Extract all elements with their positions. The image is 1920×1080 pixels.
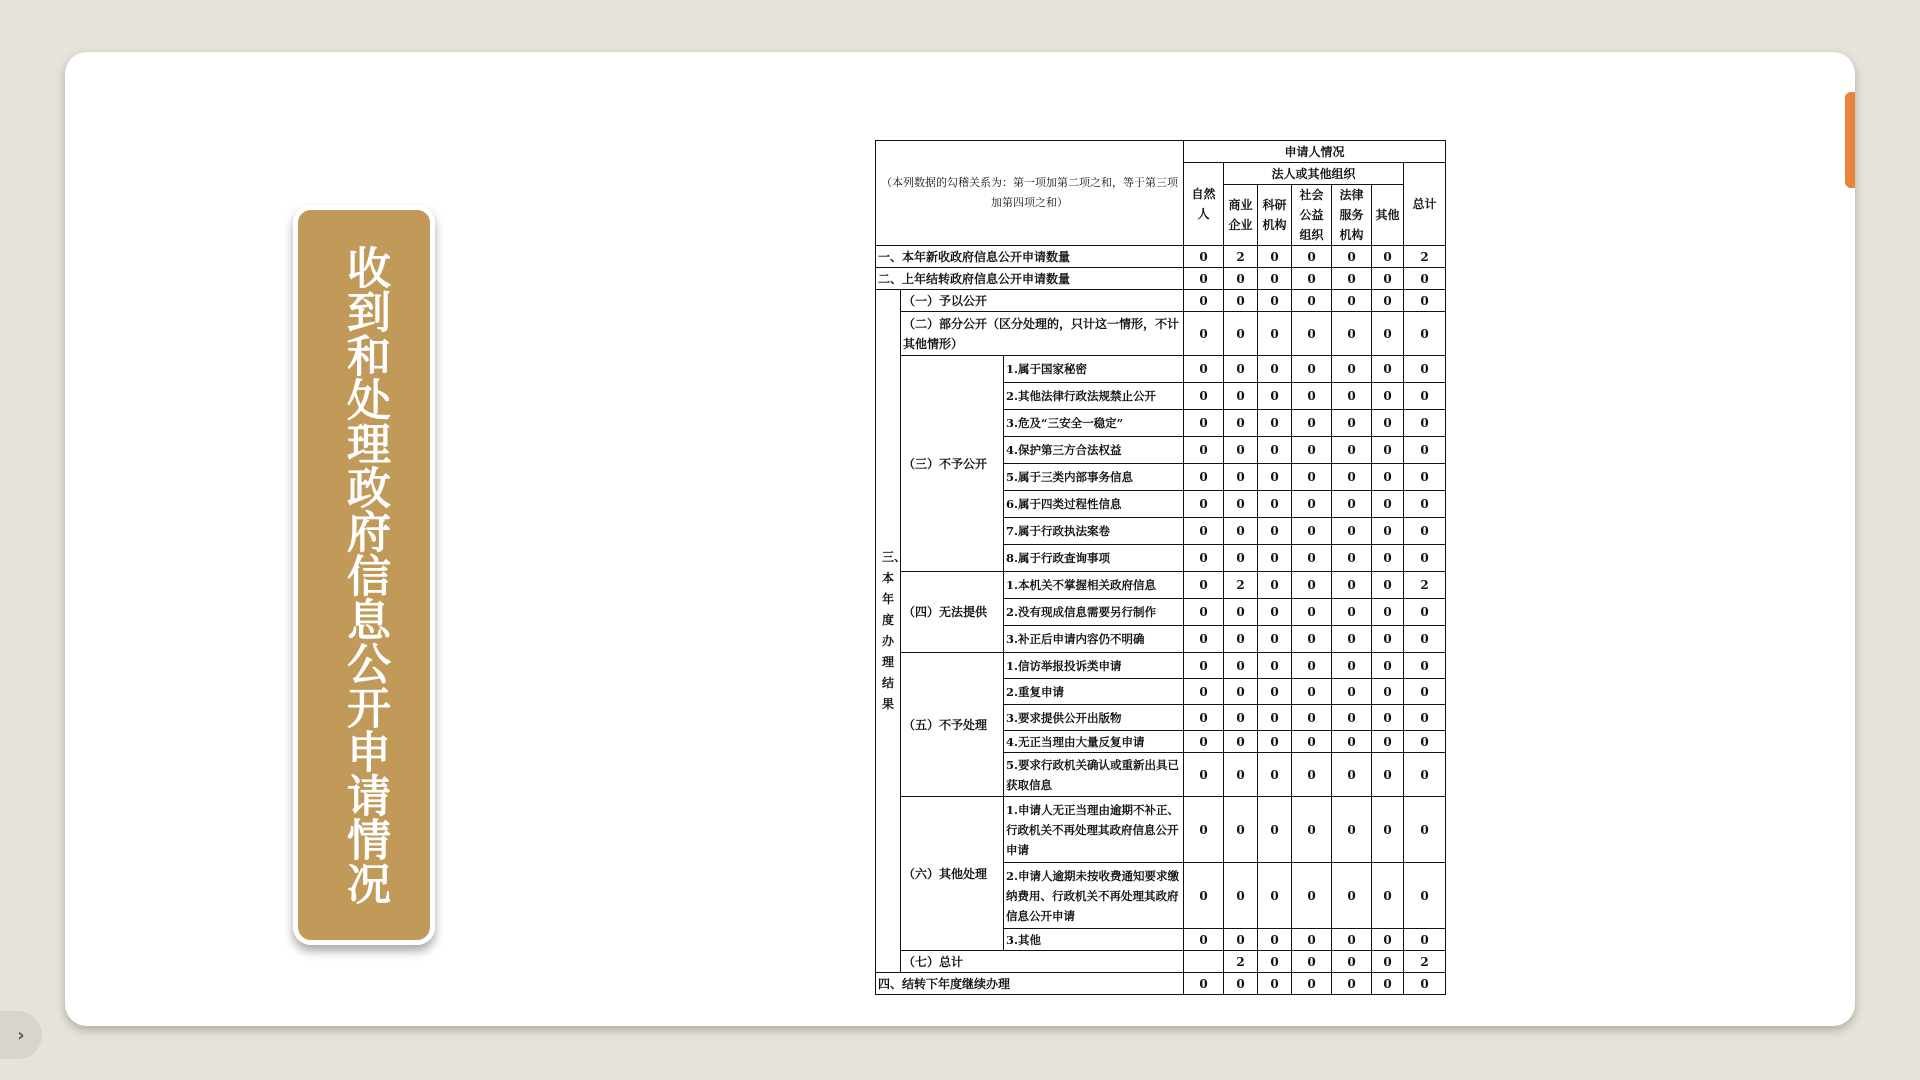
next-slide-button[interactable] (0, 1011, 42, 1059)
value-cell: 0 (1224, 268, 1258, 290)
value-cell: 0 (1258, 290, 1292, 312)
value-cell: 0 (1332, 464, 1372, 491)
value-cell: 0 (1292, 626, 1332, 653)
value-cell: 0 (1184, 410, 1224, 437)
value-cell: 0 (1292, 973, 1332, 995)
value-cell: 0 (1224, 518, 1258, 545)
row-label: 3.其他 (1004, 929, 1184, 951)
table-row (876, 356, 1446, 383)
value-cell: 0 (1258, 753, 1292, 797)
table-row (876, 268, 1446, 290)
value-cell: 0 (1372, 491, 1404, 518)
value-cell: 0 (1292, 731, 1332, 753)
value-cell: 0 (1404, 268, 1446, 290)
value-cell: 0 (1184, 356, 1224, 383)
value-cell: 0 (1292, 545, 1332, 572)
value-cell: 0 (1372, 626, 1404, 653)
value-cell: 0 (1404, 437, 1446, 464)
value-cell: 0 (1292, 679, 1332, 705)
value-cell: 0 (1258, 973, 1292, 995)
group-label: （三）不予公开 (901, 356, 1004, 572)
table-row (876, 141, 1446, 163)
row-label: 2.其他法律行政法规禁止公开 (1004, 383, 1184, 410)
value-cell: 0 (1404, 797, 1446, 863)
value-cell: 0 (1258, 929, 1292, 951)
value-cell: 0 (1404, 464, 1446, 491)
row-label: 2.重复申请 (1004, 679, 1184, 705)
row-label: 3.补正后申请内容仍不明确 (1004, 626, 1184, 653)
value-cell: 0 (1372, 679, 1404, 705)
value-cell: 0 (1332, 545, 1372, 572)
group-label: （五）不予处理 (901, 653, 1004, 797)
value-cell: 0 (1332, 356, 1372, 383)
value-cell: 0 (1258, 464, 1292, 491)
value-cell: 0 (1184, 383, 1224, 410)
value-cell: 0 (1332, 929, 1372, 951)
value-cell: 0 (1332, 268, 1372, 290)
value-cell: 0 (1372, 464, 1404, 491)
value-cell: 0 (1404, 491, 1446, 518)
value-cell: 0 (1224, 545, 1258, 572)
value-cell: 2 (1404, 951, 1446, 973)
value-cell: 0 (1224, 731, 1258, 753)
value-cell: 0 (1372, 312, 1404, 356)
value-cell: 0 (1224, 653, 1258, 679)
row-label: 1.本机关不掌握相关政府信息 (1004, 572, 1184, 599)
row-label: （一）予以公开 (901, 290, 1184, 312)
value-cell: 0 (1332, 518, 1372, 545)
value-cell: 0 (1292, 863, 1332, 929)
value-cell: 0 (1292, 572, 1332, 599)
value-cell: 0 (1372, 797, 1404, 863)
row-label: 5.要求行政机关确认或重新出具已获取信息 (1004, 753, 1184, 797)
row-label: 1.信访举报投诉类申请 (1004, 653, 1184, 679)
value-cell: 0 (1184, 863, 1224, 929)
row-label: 6.属于四类过程性信息 (1004, 491, 1184, 518)
row-label: 四、结转下年度继续办理 (876, 973, 1184, 995)
group-label: （六）其他处理 (901, 797, 1004, 951)
statistics-table-wrapper (875, 140, 1446, 995)
value-cell: 0 (1224, 491, 1258, 518)
row-label: 3.要求提供公开出版物 (1004, 705, 1184, 731)
value-cell: 0 (1404, 599, 1446, 626)
row-label: 2.申请人逾期未按收费通知要求缴纳费用、行政机关不再处理其政府信息公开申请 (1004, 863, 1184, 929)
value-cell: 0 (1258, 437, 1292, 464)
value-cell: 0 (1404, 410, 1446, 437)
value-cell: 0 (1372, 268, 1404, 290)
value-cell: 0 (1404, 973, 1446, 995)
header-applicant: 申请人情况 (1184, 141, 1446, 163)
value-cell: 0 (1184, 312, 1224, 356)
value-cell: 0 (1332, 679, 1372, 705)
value-cell: 2 (1224, 246, 1258, 268)
value-cell: 0 (1184, 290, 1224, 312)
header-natural-person: 自然人 (1184, 163, 1224, 246)
row-label: 1.属于国家秘密 (1004, 356, 1184, 383)
value-cell: 0 (1332, 246, 1372, 268)
value-cell: 0 (1404, 653, 1446, 679)
value-cell: 0 (1184, 464, 1224, 491)
value-cell: 0 (1184, 731, 1224, 753)
value-cell: 0 (1292, 951, 1332, 973)
value-cell: 0 (1292, 312, 1332, 356)
value-cell: 0 (1184, 437, 1224, 464)
value-cell: 0 (1184, 518, 1224, 545)
header-legal-group: 法人或其他组织 (1224, 163, 1404, 185)
value-cell: 0 (1292, 268, 1332, 290)
value-cell: 0 (1404, 312, 1446, 356)
value-cell: 0 (1332, 312, 1372, 356)
value-cell: 0 (1332, 973, 1372, 995)
value-cell: 0 (1404, 383, 1446, 410)
table-row (876, 797, 1446, 863)
value-cell: 0 (1258, 653, 1292, 679)
value-cell: 0 (1292, 797, 1332, 863)
value-cell: 0 (1372, 973, 1404, 995)
value-cell: 0 (1184, 626, 1224, 653)
value-cell: 0 (1332, 572, 1372, 599)
value-cell: 0 (1224, 797, 1258, 863)
value-cell: 0 (1332, 753, 1372, 797)
value-cell: 0 (1258, 356, 1292, 383)
value-cell: 0 (1292, 410, 1332, 437)
value-cell: 0 (1292, 464, 1332, 491)
table-row (876, 973, 1446, 995)
value-cell: 0 (1372, 572, 1404, 599)
value-cell: 0 (1184, 705, 1224, 731)
value-cell: 0 (1184, 973, 1224, 995)
row-label: 4.无正当理由大量反复申请 (1004, 731, 1184, 753)
value-cell: 2 (1224, 951, 1258, 973)
value-cell: 0 (1224, 705, 1258, 731)
value-cell: 0 (1404, 626, 1446, 653)
note-cell: （本列数据的勾稽关系为：第一项加第二项之和，等于第三项加第四项之和） (876, 141, 1184, 246)
value-cell: 0 (1404, 679, 1446, 705)
value-cell: 0 (1184, 545, 1224, 572)
value-cell: 0 (1258, 383, 1292, 410)
value-cell: 0 (1224, 410, 1258, 437)
value-cell: 0 (1332, 626, 1372, 653)
value-cell: 0 (1224, 290, 1258, 312)
header-org-type: 法律服务机构 (1332, 185, 1372, 246)
value-cell: 0 (1258, 705, 1292, 731)
value-cell: 0 (1292, 518, 1332, 545)
title-panel (293, 205, 435, 945)
value-cell: 0 (1292, 246, 1332, 268)
value-cell: 0 (1332, 653, 1372, 679)
value-cell: 0 (1292, 491, 1332, 518)
value-cell: 0 (1372, 356, 1404, 383)
table-row (876, 312, 1446, 356)
value-cell: 0 (1184, 679, 1224, 705)
value-cell: 0 (1372, 518, 1404, 545)
header-total: 总计 (1404, 163, 1446, 246)
section3-label (876, 290, 907, 973)
value-cell: 0 (1332, 863, 1372, 929)
value-cell: 0 (1292, 383, 1332, 410)
header-org-type: 商业企业 (1224, 185, 1258, 246)
value-cell: 0 (1258, 268, 1292, 290)
table-row (876, 951, 1446, 973)
row-label: 8.属于行政查询事项 (1004, 545, 1184, 572)
row-label: 一、本年新收政府信息公开申请数量 (876, 246, 1184, 268)
value-cell: 0 (1372, 653, 1404, 679)
value-cell: 0 (1332, 410, 1372, 437)
value-cell: 0 (1258, 599, 1292, 626)
value-cell: 0 (1372, 383, 1404, 410)
value-cell: 0 (1184, 491, 1224, 518)
value-cell: 0 (1258, 518, 1292, 545)
value-cell (1184, 951, 1224, 973)
value-cell: 0 (1184, 572, 1224, 599)
value-cell: 0 (1184, 797, 1224, 863)
value-cell: 0 (1332, 951, 1372, 973)
header-org-type: 其他 (1372, 185, 1404, 246)
value-cell: 0 (1404, 545, 1446, 572)
value-cell: 0 (1332, 797, 1372, 863)
value-cell: 0 (1292, 929, 1332, 951)
value-cell: 0 (1372, 705, 1404, 731)
value-cell: 0 (1404, 929, 1446, 951)
value-cell: 0 (1258, 951, 1292, 973)
value-cell: 0 (1224, 464, 1258, 491)
value-cell: 0 (1404, 753, 1446, 797)
value-cell: 0 (1258, 246, 1292, 268)
value-cell: 2 (1404, 246, 1446, 268)
value-cell: 0 (1372, 731, 1404, 753)
value-cell: 0 (1372, 863, 1404, 929)
value-cell: 0 (1258, 797, 1292, 863)
value-cell: 0 (1258, 679, 1292, 705)
side-accent-bar (1845, 92, 1855, 188)
row-label: 1.申请人无正当理由逾期不补正、行政机关不再处理其政府信息公开申请 (1004, 797, 1184, 863)
table-row (876, 653, 1446, 679)
row-label: 4.保护第三方合法权益 (1004, 437, 1184, 464)
value-cell: 2 (1404, 572, 1446, 599)
value-cell: 0 (1372, 290, 1404, 312)
value-cell: 0 (1224, 929, 1258, 951)
value-cell: 0 (1404, 518, 1446, 545)
chevron-right-icon: › (17, 1024, 25, 1046)
header-org-type: 社会公益组织 (1292, 185, 1332, 246)
value-cell: 0 (1258, 491, 1292, 518)
row-label: （七）总计 (901, 951, 1184, 973)
value-cell: 0 (1224, 973, 1258, 995)
slide-card (65, 52, 1855, 1026)
value-cell: 0 (1372, 246, 1404, 268)
value-cell: 0 (1372, 437, 1404, 464)
value-cell: 0 (1332, 290, 1372, 312)
value-cell: 0 (1372, 951, 1404, 973)
value-cell: 0 (1404, 705, 1446, 731)
value-cell: 0 (1372, 545, 1404, 572)
value-cell: 2 (1224, 572, 1258, 599)
value-cell: 0 (1258, 545, 1292, 572)
value-cell: 0 (1292, 599, 1332, 626)
value-cell: 0 (1224, 599, 1258, 626)
value-cell: 0 (1332, 491, 1372, 518)
value-cell: 0 (1404, 863, 1446, 929)
value-cell: 0 (1184, 246, 1224, 268)
row-label: 7.属于行政执法案卷 (1004, 518, 1184, 545)
value-cell: 0 (1332, 705, 1372, 731)
value-cell: 0 (1184, 268, 1224, 290)
value-cell: 0 (1224, 679, 1258, 705)
value-cell: 0 (1372, 929, 1404, 951)
value-cell: 0 (1292, 653, 1332, 679)
value-cell: 0 (1258, 626, 1292, 653)
value-cell: 0 (1184, 929, 1224, 951)
value-cell: 0 (1184, 653, 1224, 679)
value-cell: 0 (1224, 312, 1258, 356)
group-label: （四）无法提供 (901, 572, 1004, 653)
value-cell: 0 (1292, 753, 1332, 797)
row-label: 2.没有现成信息需要另行制作 (1004, 599, 1184, 626)
value-cell: 0 (1224, 626, 1258, 653)
value-cell: 0 (1332, 383, 1372, 410)
statistics-table (875, 140, 1446, 995)
table-row (876, 290, 1446, 312)
value-cell: 0 (1332, 731, 1372, 753)
value-cell: 0 (1292, 437, 1332, 464)
value-cell: 0 (1372, 753, 1404, 797)
value-cell: 0 (1224, 356, 1258, 383)
value-cell: 0 (1258, 731, 1292, 753)
value-cell: 0 (1258, 312, 1292, 356)
value-cell: 0 (1372, 599, 1404, 626)
value-cell: 0 (1224, 383, 1258, 410)
value-cell: 0 (1258, 410, 1292, 437)
value-cell: 0 (1332, 437, 1372, 464)
section3-label-text: 三、本年度办理结果 (882, 550, 907, 711)
header-org-type: 科研机构 (1258, 185, 1292, 246)
value-cell: 0 (1292, 705, 1332, 731)
value-cell: 0 (1258, 863, 1292, 929)
value-cell: 0 (1332, 599, 1372, 626)
row-label: 5.属于三类内部事务信息 (1004, 464, 1184, 491)
table-row (876, 246, 1446, 268)
table-row (876, 572, 1446, 599)
row-label: 3.危及“三安全一稳定” (1004, 410, 1184, 437)
slide-title: 收到和处理政府信息公开申请情况 (339, 245, 390, 905)
value-cell: 0 (1404, 731, 1446, 753)
value-cell: 0 (1372, 410, 1404, 437)
value-cell: 0 (1184, 599, 1224, 626)
row-label: （二）部分公开（区分处理的，只计这一情形，不计其他情形） (901, 312, 1184, 356)
value-cell: 0 (1224, 863, 1258, 929)
value-cell: 0 (1184, 753, 1224, 797)
value-cell: 0 (1224, 437, 1258, 464)
row-label: 二、上年结转政府信息公开申请数量 (876, 268, 1184, 290)
value-cell: 0 (1404, 290, 1446, 312)
value-cell: 0 (1258, 572, 1292, 599)
value-cell: 0 (1292, 290, 1332, 312)
value-cell: 0 (1224, 753, 1258, 797)
value-cell: 0 (1404, 356, 1446, 383)
value-cell: 0 (1292, 356, 1332, 383)
